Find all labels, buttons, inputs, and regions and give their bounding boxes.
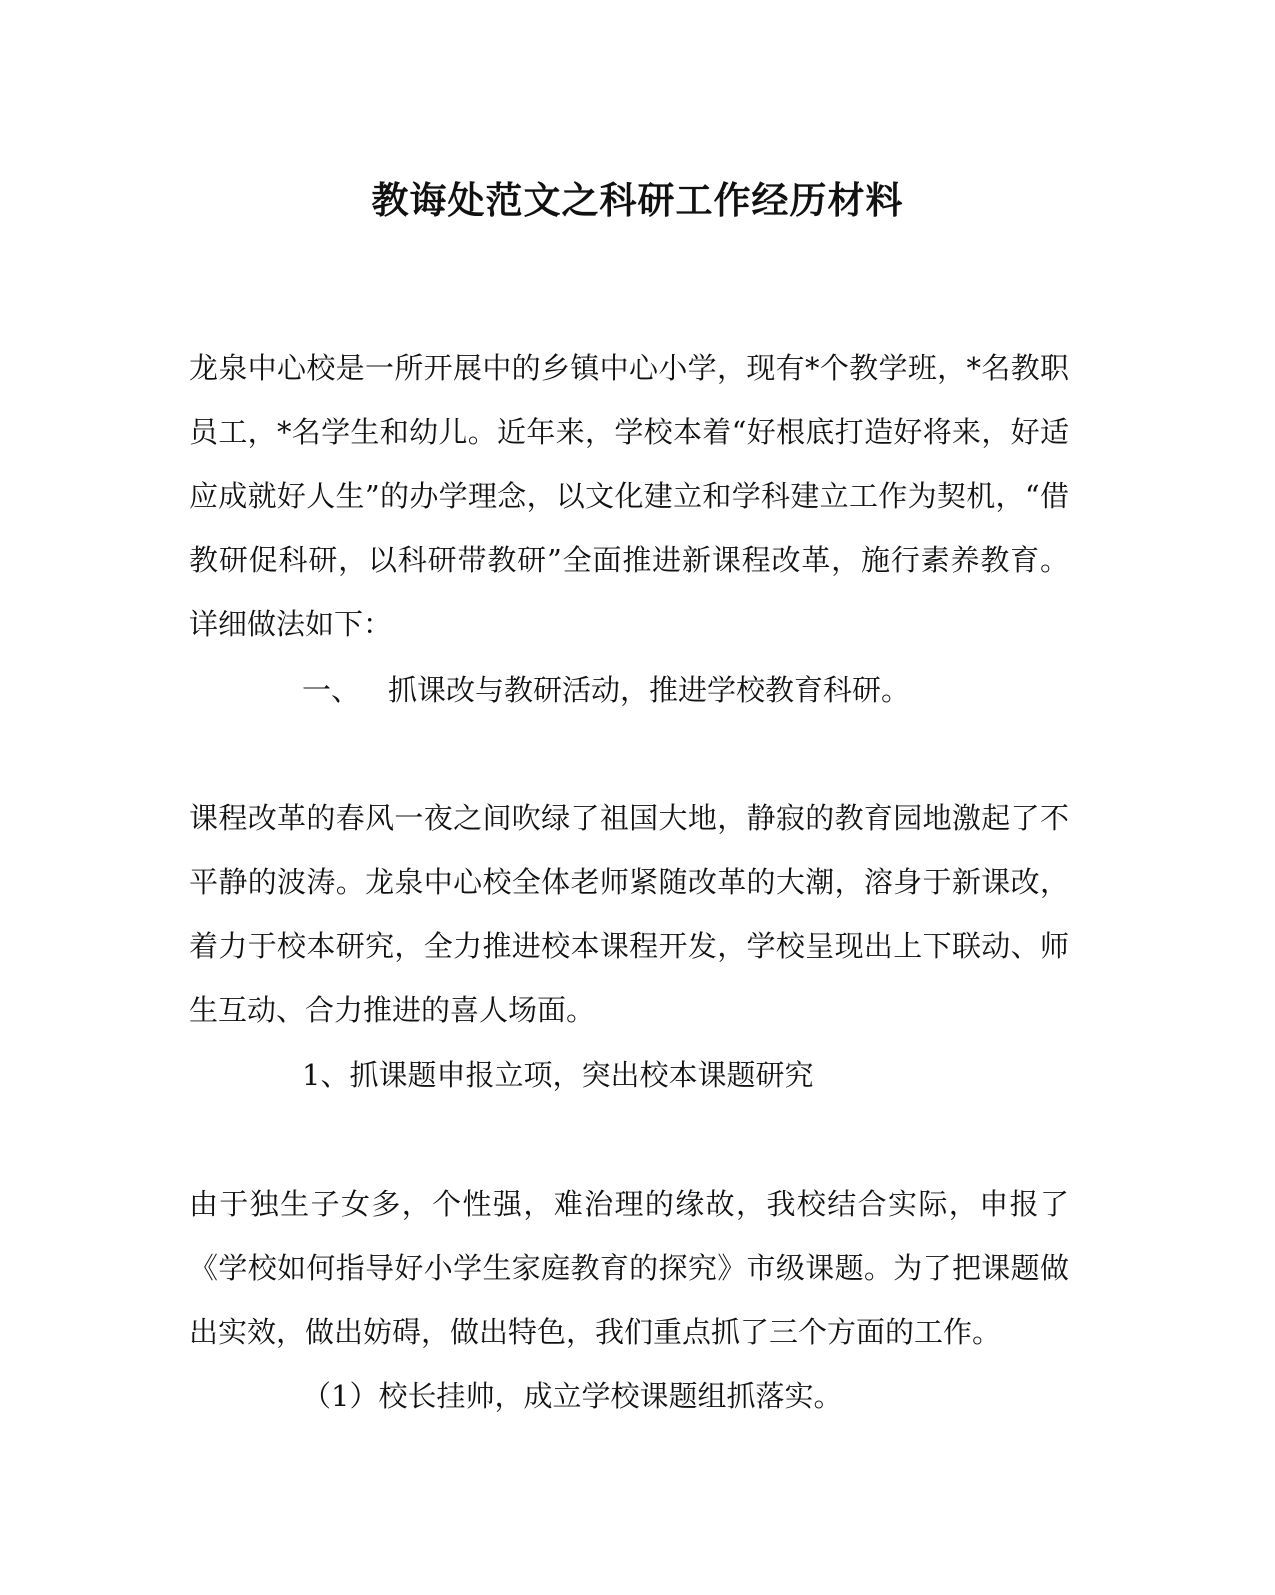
point-item: （1）校长挂帅，成立学校课题组抓落实。 <box>302 1379 843 1413</box>
subsection-heading: 1、抓课题申报立项，突出校本课题研究 <box>302 1058 814 1092</box>
subsection-paragraph: 由于独生子女多，个性强，难治理的缘故，我校结合实际，申报了《学校如何指导好小学生家庭教育的探究》市级课题。为了把课题做出实效，做出妨碍，做出特色，我们重点抓了三个方面的工作。 <box>189 1187 1069 1349</box>
section-number: 一、 <box>302 673 361 707</box>
document-title: 教诲处范文之科研工作经历材料 <box>371 178 904 222</box>
section-paragraph: 课程改革的春风一夜之间吹绿了祖国大地，静寂的教育园地激起了不平静的波涛。龙泉中心校全体老师紧随改革的大潮，溶身于新课改，着力于校本研究，全力推进校本课程开发，学校呈现出上下联动、师生互动、合力推进的喜人场面。 <box>189 801 1069 1027</box>
intro-paragraph: 龙泉中心校是一所开展中的乡镇中心小学，现有*个教学班，*名教职员工，*名学生和幼儿。近年来，学校本着“好根底打造好将来，好适应成就好人生”的办学理念，以文化建立和学科建立工作为契机，“借教研促科研，以科研带教研”全面推进新课程改革，施行素养教育。详细做法如下： <box>189 351 1069 641</box>
section-heading-text: 抓课改与教研活动，推进学校教育科研。 <box>388 673 911 707</box>
section-heading <box>302 668 910 709</box>
